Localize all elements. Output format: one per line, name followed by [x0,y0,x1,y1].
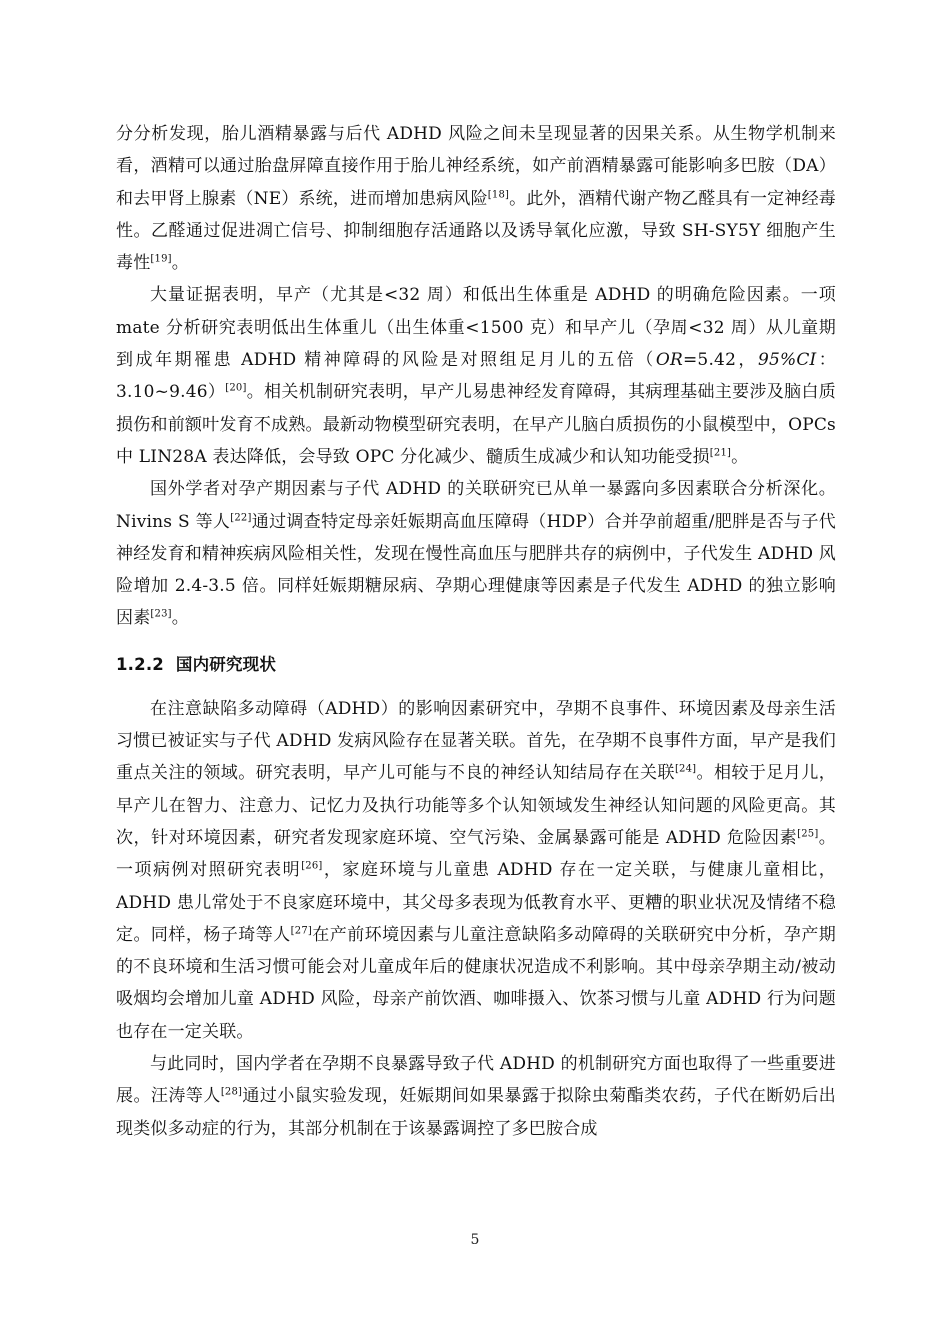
citation: [27] [290,925,312,937]
text-run: 分分析发现，胎儿酒精暴露与后代 ADHD 风险之间未呈现显著的因果关系。从生物学机制来看，酒精可以通过胎盘屏障直接作用于胎儿神经系统，如产前酒精暴露可能影响多巴胺（DA）和去甲肾上腺素（NE）系统，进而增加患病风险 [116,124,836,209]
text-run: 国外学者对孕产期因素与子代 ADHD 的关联研究已从单一暴露向多因素联合分析深化。Nivins S 等人 [116,479,836,532]
text-run: 。此外，酒精代谢产物乙醛具有一定神经毒性。乙醛通过促进凋亡信号、抑制细胞存活通路以及诱导氧化应激，导致 SH-SY5Y 细胞产生毒性 [116,188,836,274]
confidence-interval-label: 95%CI [757,350,817,371]
section-number: 1.2.2 [116,654,164,674]
text-run: ：3.10~9.46） [116,350,837,403]
citation: [28] [220,1086,243,1098]
citation: [19] [150,253,172,265]
citation: [24] [674,763,697,775]
paragraph-3 [116,473,836,634]
text-run: 。一项病例对照研究表明 [116,827,836,881]
citation: [25] [797,828,819,840]
paragraph-1 [116,118,836,279]
text-run: ，家庭环境与儿童患 ADHD 存在一定关联，与健康儿童相比，ADHD 患儿常处于不良家庭环境中，其父母多表现为低教育水平、更糟的职业状况及情绪不稳定。同样，杨子琦等人 [116,860,837,945]
citation: [23] [150,608,172,620]
text-run: 与此同时，国内学者在孕期不良暴露导致子代 ADHD 的机制研究方面也取得了一些重要进展。汪涛等人 [116,1054,836,1107]
text-run: 在注意缺陷多动障碍（ADHD）的影响因素研究中，孕期不良事件、环境因素及母亲生活习惯已被证实与子代 ADHD 发病风险存在显著关联。首先，在孕期不良事件方面，早产是我们重点关注的领域。研究表明，早产儿可能与不良的神经认知结局存在关联 [116,698,836,784]
paragraph-2 [116,279,836,473]
text-run: 。 [171,608,189,629]
text-run: 通过小鼠实验发现，妊娠期间如果暴露于拟除虫菊酯类农药，子代在断奶后出现类似多动症的行为，其部分机制在于该暴露调控了多巴胺合成 [116,1086,836,1139]
citation: [26] [301,860,323,872]
citation: [20] [225,382,247,394]
text-run: 。 [171,253,189,274]
citation: [21] [709,447,732,459]
text-run: 大量证据表明，早产（尤其是<32 周）和低出生体重是 ADHD 的明确危险因素。一项 mate 分析研究表明低出生体重儿（出生体重<1500 克）和早产儿（孕周<32 周）从儿童期到成年期罹患 ADHD 精神障碍的风险是对照组足月儿的五倍（ [116,285,836,371]
text-run: 在产前环境因素与儿童注意缺陷多动障碍的关联研究中分析，孕产期的不良环境和生活习惯可能会对儿童成年后的健康状况造成不利影响。其中母亲孕期主动/被动吸烟均会增加儿童 ADHD 风险，母亲产前饮酒、咖啡摄入、饮茶习惯与儿童 ADHD 行为问题也存在一定关联。 [116,924,837,1042]
text-run: 。相关机制研究表明，早产儿易患神经发育障碍，其病理基础主要涉及脑白质损伤和前额叶发育不成熟。最新动物模型研究表明，在早产儿脑白质损伤的小鼠模型中，OPCs 中 LIN28A 表达降低，会导致 OPC 分化减少、髓质生成减少和认知功能受损 [116,382,836,467]
citation: [18] [487,188,510,200]
text-run: =5.42， [682,350,758,371]
odds-ratio-label: OR [655,350,683,371]
paragraph-4 [116,693,836,1048]
text-run: 。 [731,446,749,467]
page-number: 5 [470,1232,480,1248]
text-run: 通过调查特定母亲妊娠期高血压障碍（HDP）合并孕前超重/肥胖是否与子代神经发育和精神疾病风险相关性，发现在慢性高血压与肥胖共存的病例中，子代发生 ADHD 风险增加 2.4-3.5 倍。同样妊娠期糖尿病、孕期心理健康等因素是子代发生 ADHD 的独立影响因素 [116,511,836,629]
section-heading [116,649,836,681]
section-title: 国内研究现状 [175,654,277,674]
paragraph-5 [116,1048,836,1145]
body-text [116,118,836,1145]
citation: [22] [230,511,252,523]
text-run: 。相较于足月儿，早产儿在智力、注意力、记忆力及执行功能等多个认知领域发生神经认知问题的风险更高。其次，针对环境因素，研究者发现家庭环境、空气污染、金属暴露可能是 ADHD 危险因素 [116,763,836,848]
